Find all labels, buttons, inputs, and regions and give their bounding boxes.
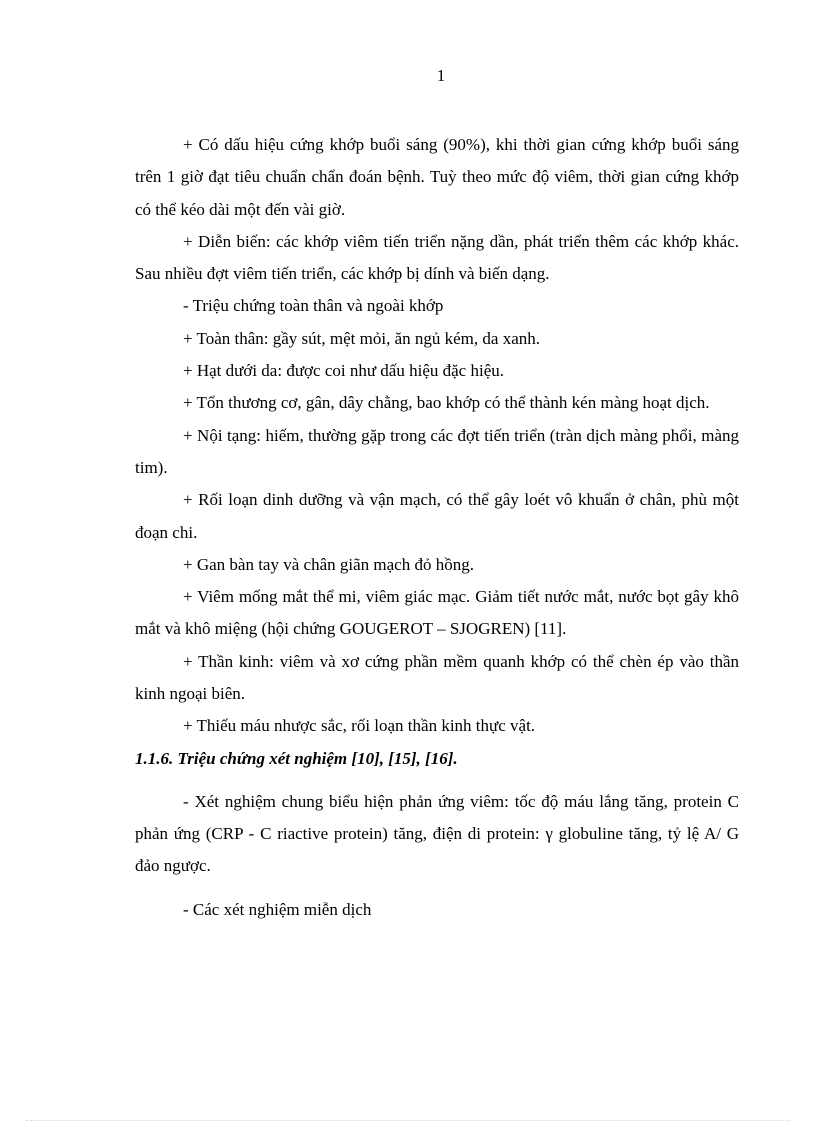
paragraph-inflammation-tests: - Xét nghiệm chung biểu hiện phản ứng viêm: tốc độ máu lắng tăng, protein C phản ứng (CRP - C riactive protein) tăng, điện di protein: γ globuline tăng, tỷ lệ A/ G đảo ngược. bbox=[135, 791, 739, 876]
paragraph-tendon-damage: + Tổn thương cơ, gân, dây chằng, bao khớp có thể thành kén màng hoạt dịch. bbox=[183, 393, 710, 413]
paragraph-immunology-tests: - Các xét nghiệm miễn dịch bbox=[183, 899, 372, 919]
paragraph-internal-organs: + Nội tạng: hiếm, thường gặp trong các đợt tiến triển (tràn dịch màng phổi, màng tim). bbox=[135, 425, 739, 477]
document-body bbox=[135, 129, 739, 926]
page-bottom-divider bbox=[26, 1120, 790, 1121]
paragraph-neurological: + Thần kinh: viêm và xơ cứng phần mềm quanh khớp có thể chèn ép vào thần kinh ngoại biên. bbox=[135, 651, 739, 704]
paragraph-systemic-symptoms: - Triệu chứng toàn thân và ngoài khớp bbox=[183, 296, 444, 316]
page-number: 1 bbox=[436, 66, 446, 85]
paragraph-eye-symptoms: + Viêm mống mắt thể mi, viêm giác mạc. Giảm tiết nước mắt, nước bọt gây khô mắt và khô miệng (hội chứng GOUGEROT – SJOGREN) [11]. bbox=[135, 587, 739, 639]
paragraph-anemia: + Thiếu máu nhược sắc, rối loạn thần kinh thực vật. bbox=[183, 716, 536, 736]
paragraph-morning-stiffness: + Có dấu hiệu cứng khớp buổi sáng (90%), khi thời gian cứng khớp buổi sáng trên 1 giờ đạt tiêu chuẩn chẩn đoán bệnh. Tuỳ theo mức độ viêm, thời gian cứng khớp có thể kéo dài một đến vài giờ. bbox=[135, 135, 739, 219]
paragraph-general-condition: + Toàn thân: gầy sút, mệt mỏi, ăn ngủ kém, da xanh. bbox=[183, 328, 540, 348]
paragraph-progression: + Diễn biến: các khớp viêm tiến triển nặng dần, phát triển thêm các khớp khác. Sau nhiều đợt viêm tiến triển, các khớp bị dính và biến dạng. bbox=[135, 231, 739, 284]
section-heading: 1.1.6. Triệu chứng xét nghiệm [10], [15], [16]. bbox=[135, 748, 458, 768]
paragraph-vascular-disorders: + Rối loạn dinh dưỡng và vận mạch, có thể gây loét vô khuẩn ở chân, phù một đoạn chi. bbox=[135, 490, 739, 542]
paragraph-subcutaneous-nodules: + Hạt dưới da: được coi như dấu hiệu đặc hiệu. bbox=[183, 361, 504, 381]
paragraph-palmar-erythema: + Gan bàn tay và chân giãn mạch đỏ hồng. bbox=[183, 554, 474, 574]
